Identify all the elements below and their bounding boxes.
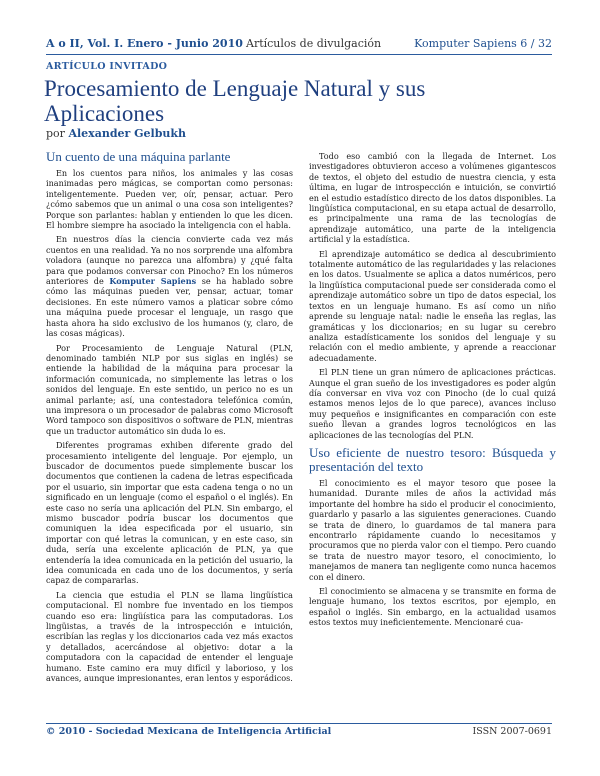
section-label: Artículos de divulgación	[246, 37, 382, 50]
paragraph: El PLN tiene un gran número de aplicaciones prácticas. Aunque el gran sueño de los investigadores es poder algún día conversar en viva voz con Pinocho (de lo cual quizá estamos menos lejos de lo que parece), avances incluso muy pequeños e insignificantes en comparación con este sueño llevan a grandes logros tecnológicos en las aplicaciones de las tecnologías del PLN.	[309, 367, 556, 440]
magazine-name: Komputer Sapiens	[109, 276, 197, 287]
column-left	[46, 150, 293, 688]
paragraph: El conocimiento se almacena y se transmite en forma de lenguaje humano, los textos escritos, por ejemplo, en español o inglés. Sin embargo, en la actualidad usamos estos textos muy ineficientemente. Mencionaré cua-	[309, 586, 556, 628]
issue-info: A o II, Vol. I. Enero - Junio 2010	[46, 37, 243, 50]
column-right	[309, 151, 556, 632]
header-rule	[46, 54, 552, 55]
running-header	[46, 37, 552, 53]
page-footer	[46, 726, 552, 740]
paragraph: Todo eso cambió con la llegada de Internet. Los investigadores obtuvieron acceso a volúmenes gigantescos de textos, el objeto del estudio de nuestra ciencia, y esta última, en lugar de introspección e intuición, se convirtió en el estudio estadístico directo de los datos disponibles. La lingüística computacional, en su etapa actual de desarrollo, es principalmente una rama de las tecnologías de aprendizaje automático, una parte de la inteligencia artificial y la estadística.	[309, 151, 557, 245]
article-kicker: ARTÍCULO INVITADO	[46, 61, 168, 72]
issn: ISSN 2007-0691	[472, 726, 552, 737]
paragraph: Por Procesamiento de Lenguaje Natural (PLN, denominado también NLP por sus siglas en inglés) se entiende la habilidad de la máquina para procesar la información comunicada, no simplemente las letras o los sonidos del lenguaje. En este sentido, un perico no es un animal parlante; así, una contestadora telefónica común, una impresora o un procesador de palabras como Microsoft Word tampoco son dispositivos o software de PLN, mientras que un traductor automático sin duda lo es.	[46, 342, 293, 436]
byline	[46, 127, 186, 140]
paragraph-text: En nuestros días la ciencia convierte cada vez más cuentos en una realidad. Ya no nos sorprende una alfombra voladora (aunque no parezca una alfombra) y ¿qué falta para que podamos conversar con Pinocho? En los números anteriores de	[46, 234, 293, 287]
paragraph	[46, 234, 293, 338]
paragraph: La ciencia que estudia el PLN se llama lingüística computacional. El nombre fue inventado en los tiempos cuando eso era: lingüística para las computadoras. Los lingüistas, a través de la introspección e intuición, escribían las reglas y los diccionarios cada vez más exactos y detallados, acercándose al objetivo: dotar a la computadora con la capacidad de entender el lenguaje humano. Este camino era muy difícil y laborioso, y los avances, aunque impresionantes, eran lentos y esporádicos.	[46, 589, 293, 684]
paragraph: El aprendizaje automático se dedica al descubrimiento totalmente automático de las regularidades y las relaciones en los datos. Usualmente se aplica a datos numéricos, pero la lingüística computacional puede ser considerada como el aprendizaje automático sobre un tipo de datos especial, los textos en un lenguaje humano. Es así como un niño aprende su lenguaje natal: nadie le enseña las reglas, las gramáticas y los diccionarios; en su lugar su cerebro analiza estadísticamente los sonidos del lenguaje y su relación con el medio ambiente, y aprende a reaccionar adecuadamente.	[309, 248, 556, 363]
paragraph: Diferentes programas exhiben diferente grado del procesamiento inteligente del lenguaje. Por ejemplo, un buscador de documentos puede simplemente buscar los documentos que contienen la cadena de letras especificada por el usuario, sin importar que esta cadena tenga o no un significado en un lenguaje (como el español o el inglés). En este caso no sería una aplicación del PLN. Sin embargo, el mismo buscador podría buscar los documentos que comuniquen la idea especificada por el usuario, sin importar con qué letras la comunican, y en este caso, sin duda, sería una excelente aplicación de PLN, ya que entendería la idea comunicada en la petición del usuario, la idea comunicada en cada uno de los documentos, y sería capaz de compararlas.	[46, 440, 293, 586]
paragraph: El conocimiento es el mayor tesoro que posee la humanidad. Durante miles de años la actividad más importante del hombre ha sido el producir el conocimiento, guardarlo y pasarlo a las siguientes generaciones. Cuando se trata de dinero, lo guardamos de tal manera para encontrarlo rápidamente cuando lo necesitamos y procuramos que no pierda valor con el tiempo. Pero cuando se trata de nuestro mayor tesoro, el conocimiento, lo manejamos de manera tan negligente como nunca hacemos con el dinero.	[309, 477, 556, 582]
section-heading: Uso eficiente de nuestro tesoro: Búsqueda y presentación del texto	[309, 444, 556, 474]
author-name: Alexander Gelbukh	[68, 127, 187, 140]
footer-rule	[46, 723, 552, 724]
article-title: Procesamiento de Lenguaje Natural y sus Aplicaciones	[44, 76, 426, 126]
byline-prefix: por	[46, 127, 65, 140]
copyright: © 2010 - Sociedad Mexicana de Inteligencia Artificial	[46, 726, 332, 737]
section-heading: Un cuento de una máquina parlante	[46, 149, 231, 164]
paragraph: En los cuentos para niños, los animales y las cosas inanimadas pero mágicas, se comportan como personas: inteligentemente. Pueden ver, oír, pensar, actuar. Pero ¿cómo sabemos que un animal o una cosa son inteligentes? Porque son parlantes: hablan y entienden lo que les dicen. El hombre siempre ha asociado la inteligencia con el habla.	[46, 168, 293, 231]
paragraph-text: se ha hablado sobre cómo las máquinas pueden ver, pensar, actuar, tomar decisiones. En este número vamos a platicar sobre cómo una máquina puede procesar el lenguaje, un rasgo que hasta ahora ha sido exclusivo de los humanos (y, claro, de las cosas mágicas).	[46, 276, 294, 339]
journal-page-number: Komputer Sapiens 6 / 32	[414, 37, 552, 50]
